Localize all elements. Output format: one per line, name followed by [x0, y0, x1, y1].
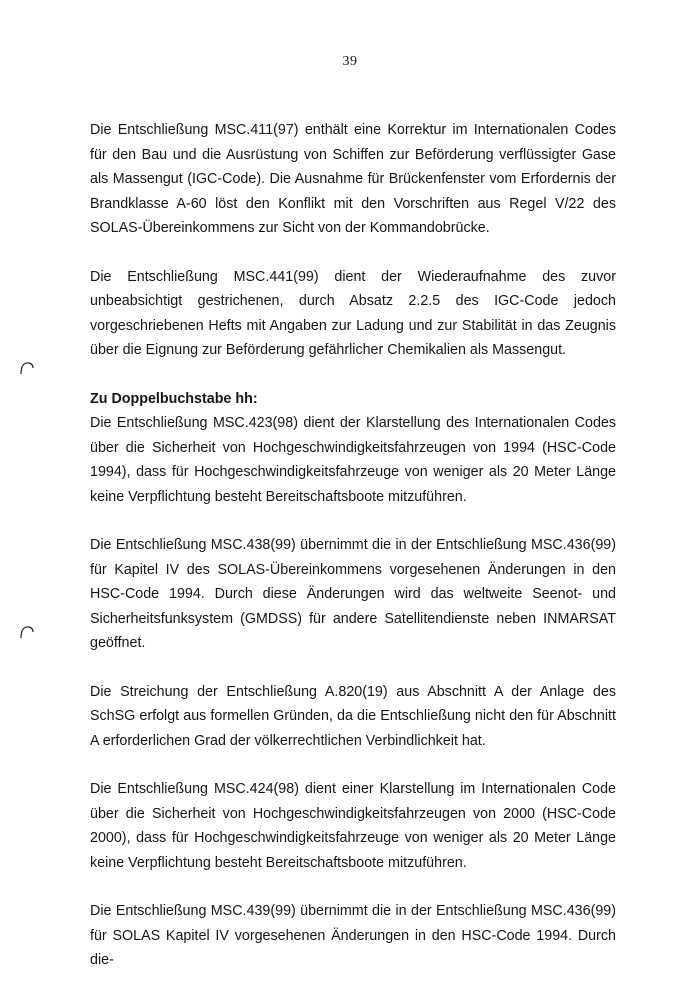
punch-hole-mark: [19, 360, 35, 376]
paragraph-msc-441: Die Entschließung MSC.441(99) dient der Wiederaufnahme des zuvor unbeabsichtigt gestrichenen, durch Absatz 2.2.5 des IGC-Code jedoch vorgeschriebenen Hefts mit Angaben zur Ladung und zur Stabilität in das Zeugnis über die Eignung zur Beförderung gefährlicher Chemikalien als Massengut.: [90, 268, 616, 358]
paragraph-a-820: Die Streichung der Entschließung A.820(19) aus Abschnitt A der Anlage des SchSG erfolgt aus formellen Gründen, da die Entschließung nicht den für Abschnitt A erforderlichen Grad der völkerrechtlichen Verbindlichkeit hat.: [90, 683, 616, 749]
paragraph-msc-423: Die Entschließung MSC.423(98) dient der Klarstellung des Internationalen Codes über die Sicherheit von Hochgeschwindigkeitsfahrzeugen von 1994 (HSC-Code 1994), dass für Hochgeschwindigkeitsfahrzeuge von weniger als 20 Meter Länge keine Verpflichtung besteht Bereitschaftsboote mitzuführen.: [90, 415, 616, 505]
paragraph-msc-438: Die Entschließung MSC.438(99) übernimmt die in der Entschließung MSC.436(99) für Kapitel IV des SOLAS-Übereinkommens vorgesehenen Änderungen in den HSC-Code 1994. Durch diese Änderungen wird das weltweite Seenot- und Sicherheitsfunksystem (GMDSS) für andere Satellitendienste neben INMARSAT geöffnet.: [90, 537, 616, 651]
paragraph-msc-439: Die Entschließung MSC.439(99) übernimmt die in der Entschließung MSC.436(99) für SOLAS Kapitel IV vorgesehenen Änderungen in den HSC-Code 1994. Durch die-: [90, 903, 616, 968]
document-body: [90, 118, 616, 973]
punch-hole-mark: [19, 624, 35, 640]
paragraph-msc-411: Die Entschließung MSC.411(97) enthält eine Korrektur im Internationalen Codes für den Bau und die Ausrüstung von Schiffen zur Beförderung verflüssigter Gase als Massengut (IGC-Code). Die Ausnahme für Brückenfenster vom Erfordernis der Brandklasse A-60 löst den Konflikt mit den Vorschriften aus Regel V/22 des SOLAS-Übereinkommens zur Sicht von der Kommandobrücke.: [90, 122, 616, 236]
paragraph-msc-424: Die Entschließung MSC.424(98) dient einer Klarstellung im Internationalen Code über die Sicherheit von Hochgeschwindigkeitsfahrzeugen von 2000 (HSC-Code 2000), dass für Hochgeschwindigkeitsfahrzeuge von weniger als 20 Meter Länge keine Verpflichtung besteht Bereitschaftsboote mitzuführen.: [90, 781, 616, 871]
section-heading: Zu Doppelbuchstabe hh:: [90, 390, 258, 407]
page-number: 39: [342, 54, 358, 69]
